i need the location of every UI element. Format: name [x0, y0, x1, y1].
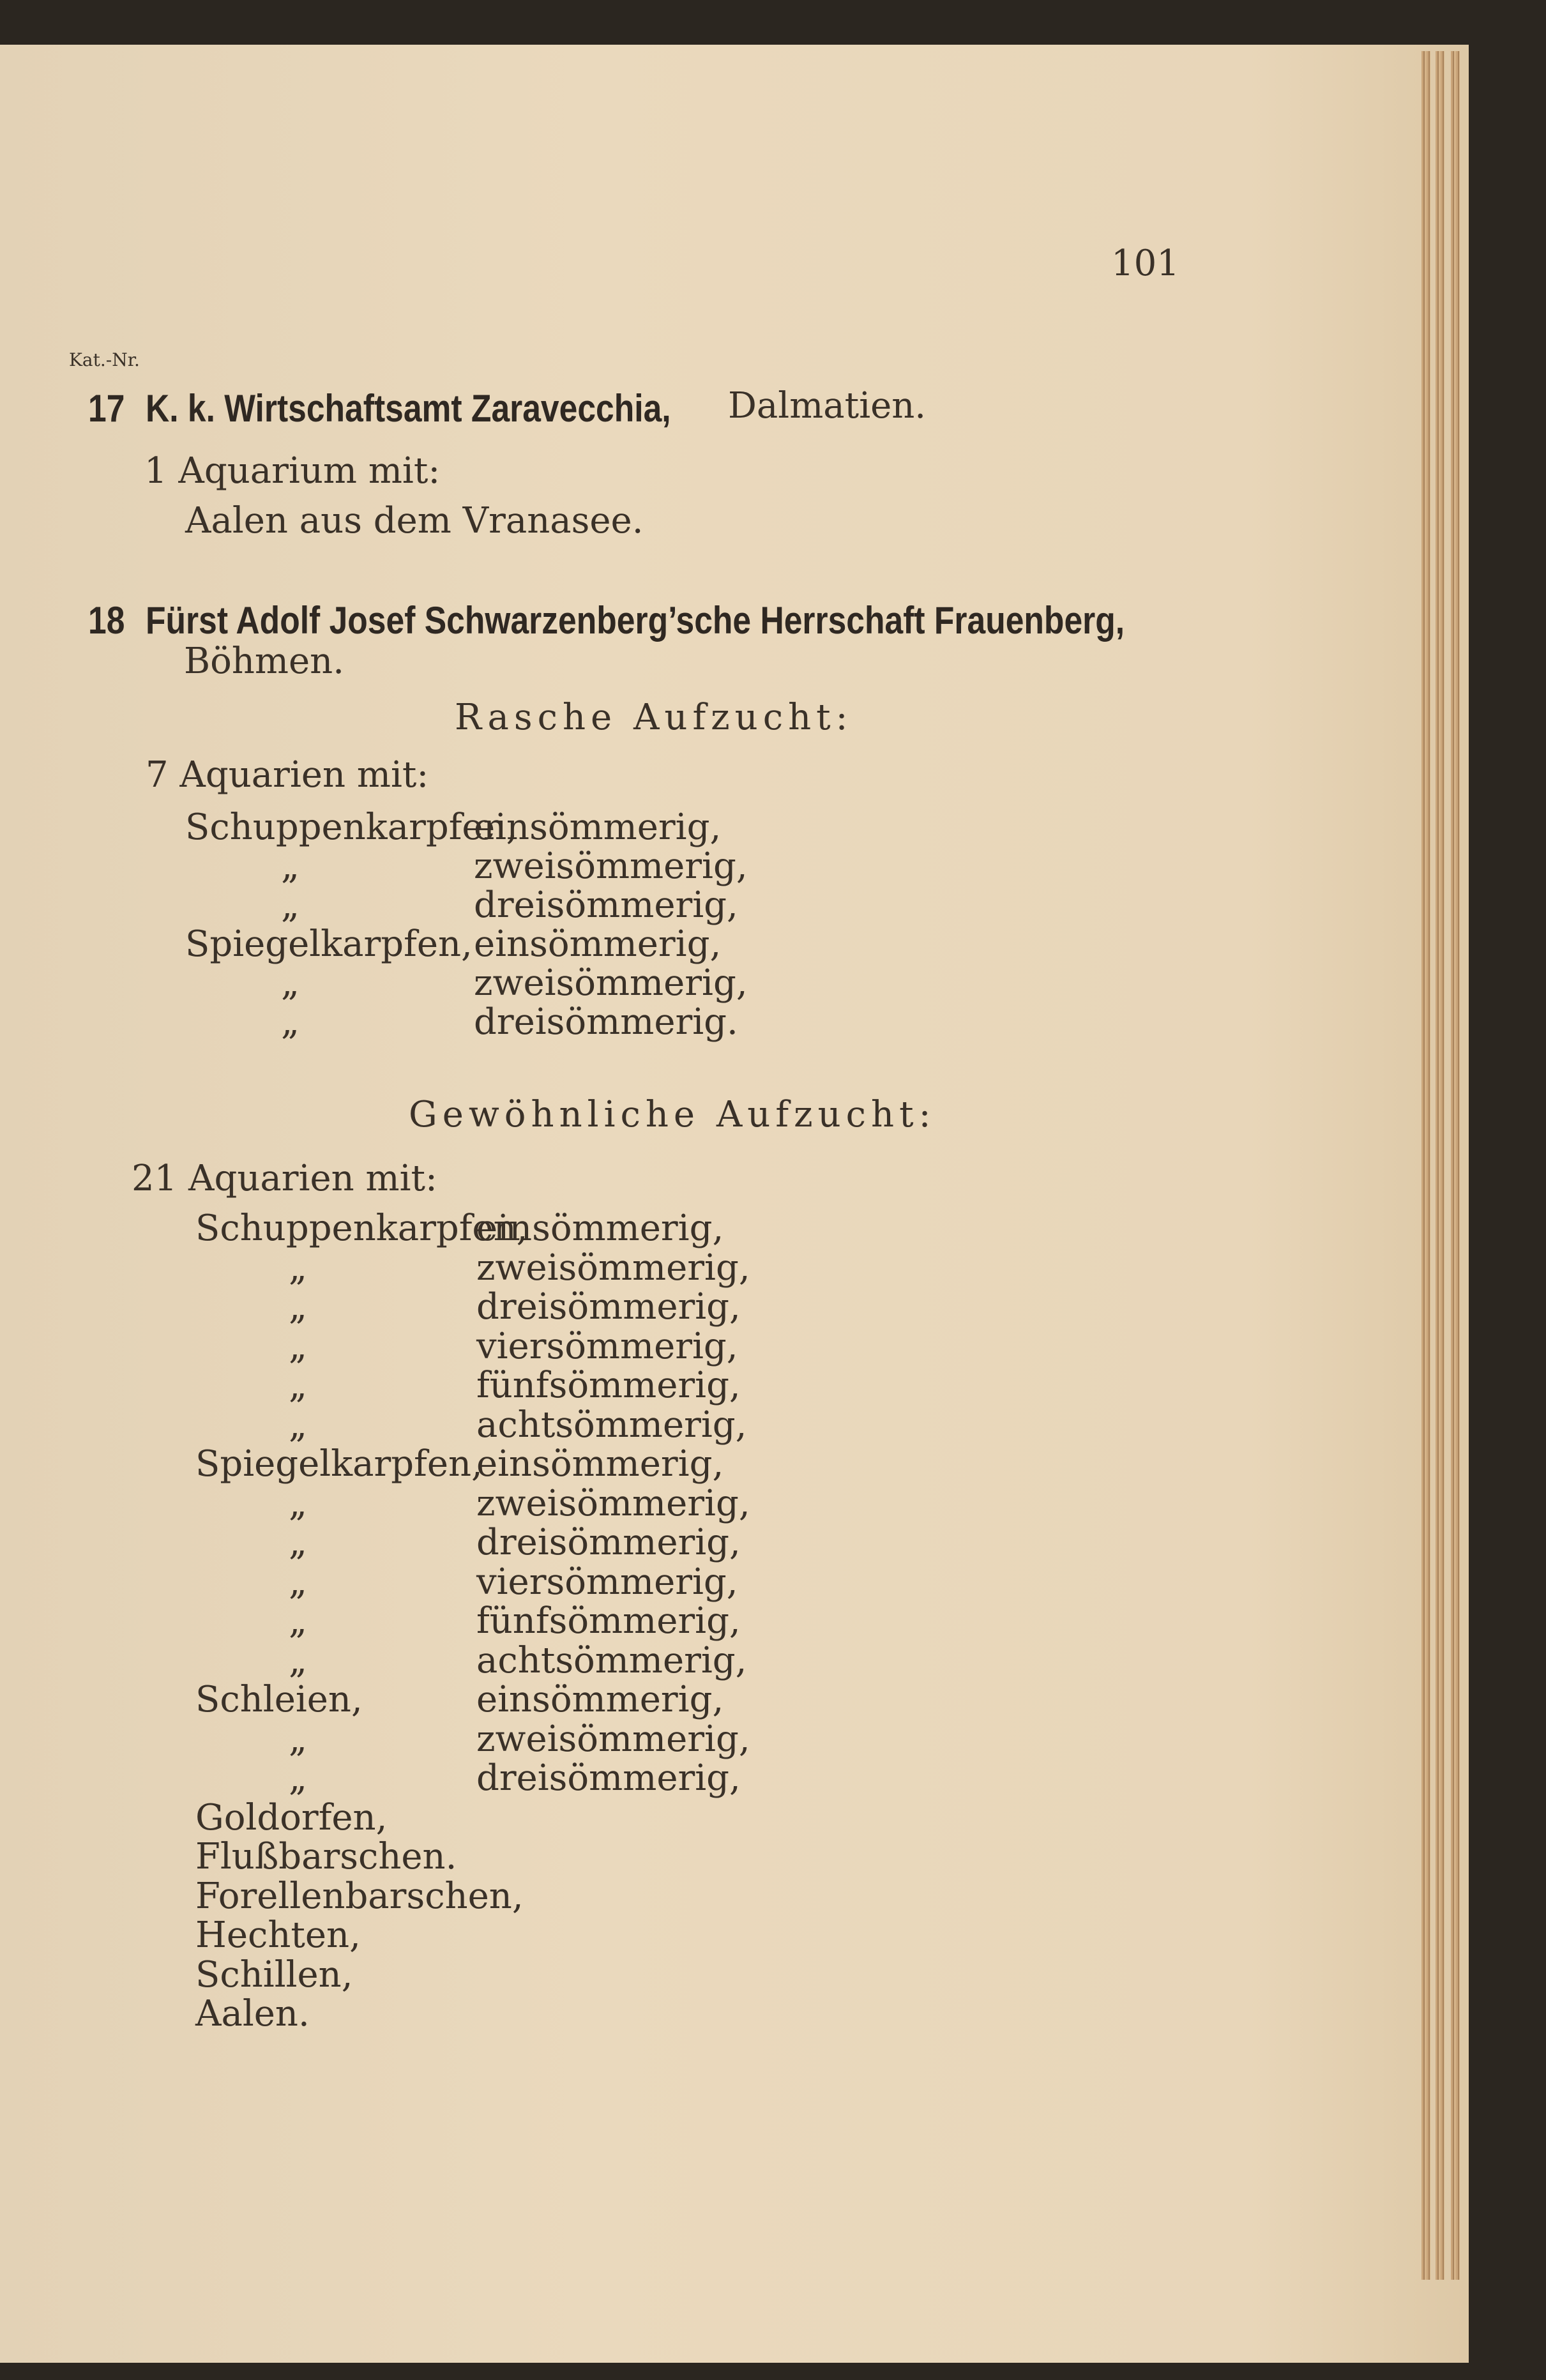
ditto-mark: „ — [281, 845, 300, 887]
ditto-mark: „ — [289, 1325, 308, 1367]
ditto-mark: „ — [281, 884, 300, 926]
fish-name: Schuppenkarpfen, — [185, 807, 518, 848]
fish-name: Hechten, — [195, 1914, 361, 1956]
age-class: zweisömmerig, — [476, 1482, 750, 1524]
page-edge — [1436, 51, 1444, 2280]
page-edge — [1451, 51, 1460, 2280]
age-class: achtsömmerig, — [476, 1404, 747, 1446]
catalog-number-label: Kat.-Nr. — [69, 349, 140, 370]
fish-name: Flußbarschen. — [195, 1836, 457, 1877]
entry-17-number: 17 — [88, 387, 125, 430]
fish-name: Spiegelkarpfen, — [185, 923, 473, 965]
age-class: dreisömmerig. — [474, 1001, 738, 1043]
age-class: dreisömmerig, — [476, 1757, 741, 1799]
ditto-mark: „ — [289, 1365, 308, 1406]
age-class: einsömmerig, — [476, 1443, 724, 1485]
entry-17-line-1: 1 Aquarium mit: — [144, 450, 441, 492]
age-class: einsömmerig, — [476, 1208, 724, 1249]
age-class: zweisömmerig, — [476, 1718, 750, 1760]
entry-17-name: K. k. Wirtschaftsamt Zaravecchia, — [146, 387, 671, 430]
ditto-mark: „ — [289, 1286, 308, 1328]
ditto-mark: „ — [289, 1522, 308, 1563]
section-heading-gewoehnliche: Gewöhnliche Aufzucht: — [409, 1094, 936, 1135]
entry-18-number: 18 — [88, 599, 125, 642]
fish-name: Schillen, — [195, 1953, 353, 1996]
age-class: zweisömmerig, — [474, 962, 748, 1004]
ditto-mark: „ — [281, 962, 300, 1004]
age-class: zweisömmerig, — [474, 845, 748, 887]
age-class: dreisömmerig, — [476, 1522, 741, 1563]
age-class: dreisömmerig, — [474, 884, 738, 926]
section-2-count: 21 Aquarien mit: — [132, 1158, 437, 1199]
age-class: einsömmerig, — [474, 807, 722, 848]
ditto-mark: „ — [289, 1639, 308, 1681]
fish-name: Aalen. — [195, 1993, 310, 2035]
fish-name: Spiegelkarpfen, — [195, 1443, 483, 1485]
age-class: viersömmerig, — [476, 1325, 738, 1367]
age-class: achtsömmerig, — [476, 1639, 747, 1681]
age-class: fünfsömmerig, — [476, 1365, 741, 1406]
age-class: einsömmerig, — [474, 923, 722, 965]
ditto-mark: „ — [289, 1247, 308, 1289]
age-class: fünfsömmerig, — [476, 1600, 741, 1642]
ditto-mark: „ — [289, 1404, 308, 1446]
entry-17-line-2: Aalen aus dem Vranasee. — [185, 500, 644, 542]
entry-18-name: Fürst Adolf Josef Schwarzenberg’sche Herrschaft Frauenberg, — [146, 599, 1125, 642]
page-edge — [1421, 51, 1430, 2280]
fish-name: Forellenbarschen, — [195, 1875, 524, 1917]
section-heading-rasche: Rasche Aufzucht: — [455, 697, 853, 738]
entry-18-location: Böhmen. — [184, 640, 345, 682]
ditto-mark: „ — [289, 1600, 308, 1642]
age-class: dreisömmerig, — [476, 1286, 741, 1328]
age-class: zweisömmerig, — [476, 1247, 750, 1289]
ditto-mark: „ — [289, 1561, 308, 1603]
fish-name: Schleien, — [195, 1679, 363, 1720]
ditto-mark: „ — [289, 1718, 308, 1760]
fish-name: Goldorfen, — [195, 1796, 388, 1838]
ditto-mark: „ — [289, 1482, 308, 1524]
ditto-mark: „ — [281, 1001, 300, 1043]
age-class: einsömmerig, — [476, 1679, 724, 1720]
section-1-count: 7 Aquarien mit: — [146, 754, 429, 796]
page-number: 101 — [1111, 243, 1179, 284]
fish-name: Schuppenkarpfen, — [195, 1208, 528, 1249]
ditto-mark: „ — [289, 1757, 308, 1799]
entry-17-location: Dalmatien. — [728, 385, 927, 427]
age-class: viersömmerig, — [476, 1561, 738, 1603]
